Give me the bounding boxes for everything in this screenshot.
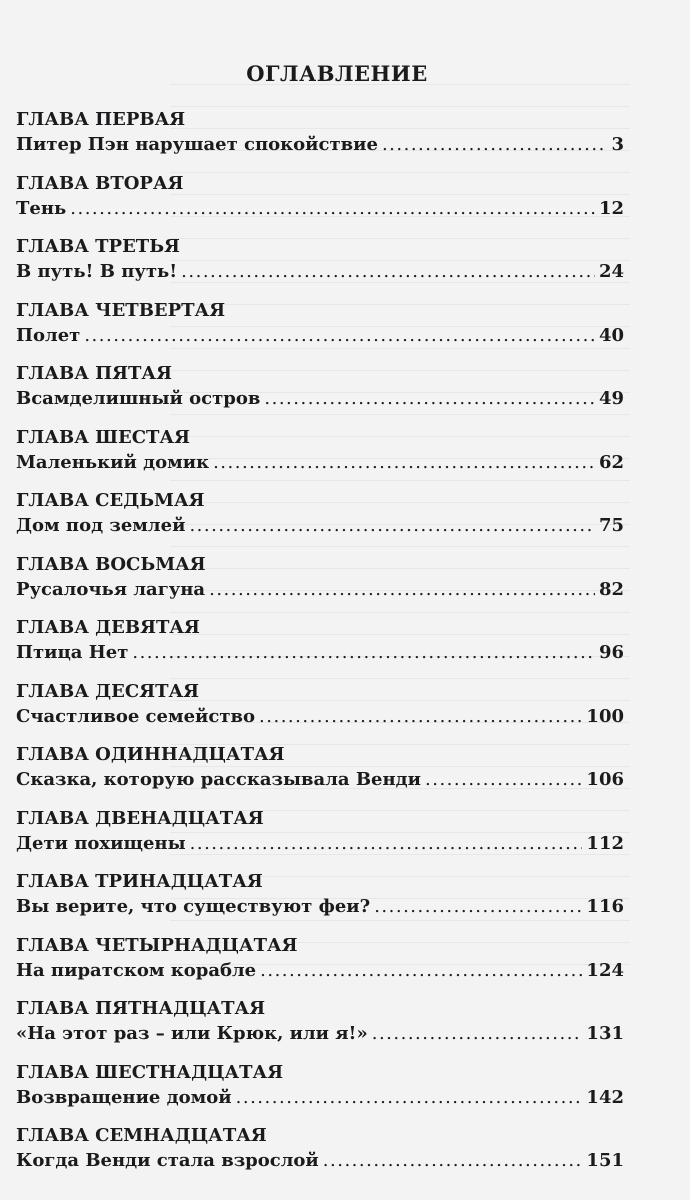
toc-entry: [16, 299, 624, 363]
chapter-label: ГЛАВА ОДИННАДЦАТАЯ: [16, 744, 285, 765]
toc-entry: [16, 553, 624, 617]
dot-leader: [209, 577, 595, 603]
dot-leader: [382, 132, 608, 158]
page-number: 124: [586, 959, 624, 981]
dot-leader: [189, 513, 595, 539]
dot-leader: [425, 767, 582, 793]
dot-leader: [374, 894, 582, 920]
page-number: 100: [586, 705, 624, 727]
chapter-label: ГЛАВА ШЕСТНАДЦАТАЯ: [16, 1061, 284, 1083]
chapter-label: ГЛАВА ПЕРВАЯ: [16, 109, 186, 130]
chapter-title: На пиратском корабле: [16, 959, 257, 981]
chapter-title: Счастливое семейство: [16, 705, 256, 727]
page-number: 142: [586, 1086, 624, 1108]
dot-leader: [84, 323, 595, 349]
dot-leader: [372, 1021, 583, 1047]
chapter-line: [16, 450, 624, 478]
dot-leader: [70, 196, 595, 222]
chapter-title: Сказка, которую рассказывала Венди: [16, 769, 422, 790]
page-number: 75: [598, 515, 624, 536]
page-number: 112: [586, 832, 624, 854]
page-number: 116: [586, 896, 624, 917]
chapter-label: ГЛАВА ЧЕТВЕРТАЯ: [16, 299, 226, 321]
chapter-label: ГЛАВА ВОСЬМАЯ: [16, 553, 206, 575]
chapter-title: Вы верите, что существуют феи?: [16, 896, 371, 917]
page-number: 62: [598, 451, 624, 473]
page-number: 12: [598, 197, 624, 219]
chapter-title: Дети похищены: [16, 832, 186, 854]
toc-entry: [16, 680, 624, 744]
toc-entry: [16, 743, 624, 807]
chapter-label: ГЛАВА ПЯТАЯ: [16, 363, 172, 384]
page-number: 106: [586, 769, 624, 790]
chapter-label: ГЛАВА ВТОРАЯ: [16, 172, 184, 194]
chapter-label: ГЛАВА ПЯТНАДЦАТАЯ: [16, 998, 266, 1019]
toc-entry: [16, 426, 624, 490]
chapter-line: [16, 767, 624, 795]
toc-entry: [16, 934, 624, 998]
dot-leader: [132, 640, 595, 666]
chapter-label: ГЛАВА ШЕСТАЯ: [16, 426, 190, 448]
chapter-line: [16, 259, 624, 287]
chapter-title: Когда Венди стала взрослой: [16, 1150, 319, 1171]
chapter-label: ГЛАВА ТРЕТЬЯ: [16, 236, 180, 257]
chapter-line: [16, 1085, 624, 1113]
page-number: 131: [586, 1023, 624, 1044]
chapter-label: ГЛАВА ЧЕТЫРНАДЦАТАЯ: [16, 934, 298, 956]
dot-leader: [264, 386, 595, 412]
toc-entry: [16, 172, 624, 236]
chapter-title: «На этот раз – или Крюк, или я!»: [16, 1023, 368, 1044]
toc-entry: [16, 108, 624, 172]
page-number: 96: [598, 642, 624, 663]
page-number: 3: [611, 134, 624, 155]
chapter-label: ГЛАВА ДЕВЯТАЯ: [16, 617, 200, 638]
chapter-title: Полет: [16, 324, 81, 346]
chapter-line: [16, 958, 624, 986]
chapter-line: [16, 704, 624, 732]
chapter-line: [16, 132, 624, 160]
toc-entry: [16, 997, 624, 1061]
chapter-title: Маленький домик: [16, 451, 210, 473]
toc-entry: [16, 1061, 624, 1125]
dot-leader: [190, 831, 583, 857]
chapter-line: [16, 577, 624, 605]
dot-leader: [260, 958, 582, 984]
dot-leader: [181, 259, 595, 285]
toc-entry: [16, 807, 624, 871]
chapter-label: ГЛАВА СЕМНАДЦАТАЯ: [16, 1125, 267, 1146]
chapter-title: В путь! В путь!: [16, 261, 178, 282]
chapter-title: Тень: [16, 197, 67, 219]
chapter-label: ГЛАВА ТРИНАДЦАТАЯ: [16, 871, 263, 892]
chapter-label: ГЛАВА ДЕСЯТАЯ: [16, 680, 199, 702]
toc-entry: [16, 616, 624, 680]
chapter-title: Всамделишный остров: [16, 388, 261, 409]
chapter-line: [16, 386, 624, 414]
toc-entry: [16, 489, 624, 553]
dot-leader: [259, 704, 582, 730]
chapter-label: ГЛАВА СЕДЬМАЯ: [16, 490, 205, 511]
chapter-line: [16, 640, 624, 668]
chapter-title: Возвращение домой: [16, 1086, 232, 1108]
toc-list: [16, 108, 624, 1188]
page-number: 24: [598, 261, 624, 282]
toc-entry: [16, 235, 624, 299]
toc-entry: [16, 362, 624, 426]
chapter-title: Дом под землей: [16, 515, 186, 536]
page-number: 40: [598, 324, 624, 346]
chapter-line: [16, 1021, 624, 1049]
toc-entry: [16, 1124, 624, 1188]
dot-leader: [213, 450, 595, 476]
chapter-line: [16, 1148, 624, 1176]
dot-leader: [236, 1085, 583, 1111]
chapter-line: [16, 196, 624, 224]
chapter-title: Русалочья лагуна: [16, 578, 206, 600]
dot-leader: [323, 1148, 583, 1174]
page-number: 49: [598, 388, 624, 409]
chapter-line: [16, 894, 624, 922]
chapter-line: [16, 831, 624, 859]
chapter-line: [16, 513, 624, 541]
chapter-label: ГЛАВА ДВЕНАДЦАТАЯ: [16, 807, 264, 829]
toc-title: ОГЛАВЛЕНИЕ: [246, 61, 428, 86]
chapter-title: Птица Нет: [16, 642, 129, 663]
toc-entry: [16, 870, 624, 934]
chapter-line: [16, 323, 624, 351]
page-number: 151: [586, 1150, 624, 1171]
chapter-title: Питер Пэн нарушает спокойствие: [16, 134, 378, 155]
page-number: 82: [598, 578, 624, 600]
